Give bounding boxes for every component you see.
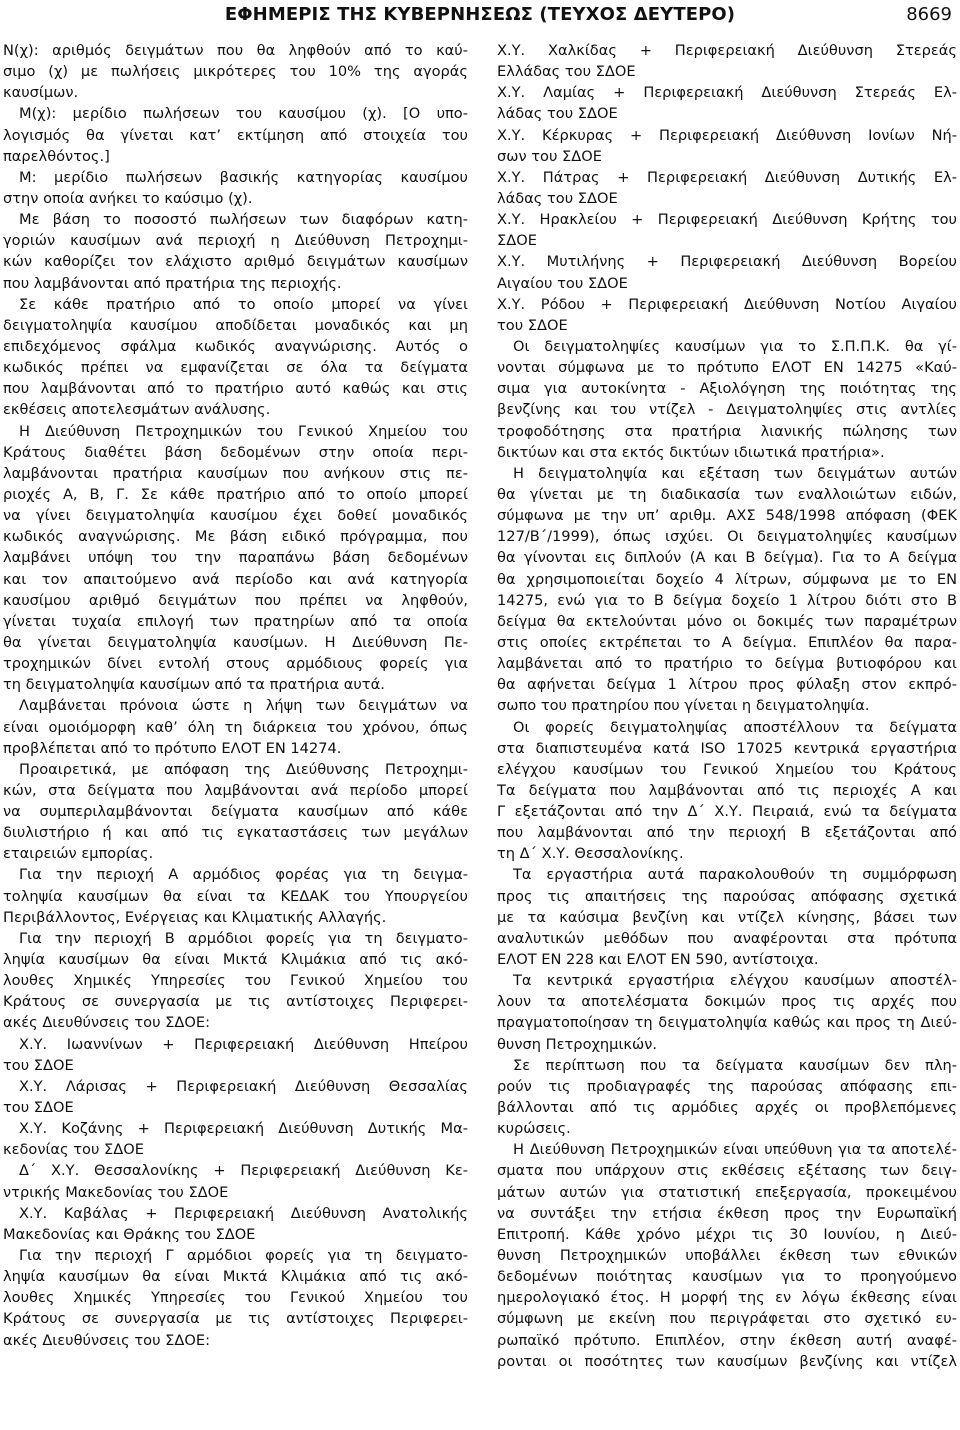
text-line: αναλυτικών μεθόδων που αναφέρονται στα πρότυπα [497, 929, 957, 947]
text-line: κωδικός αναγνώρισης. Με βάση ειδικό πρόγραμμα, που [3, 528, 468, 546]
text-line: 14275, ενώ για το Β δείγμα δοχείο 1 λίτρου διότι στο Β [497, 591, 957, 609]
text-line: λουθες Χημικές Υπηρεσίες του Γενικού Χημείου του [3, 1289, 468, 1307]
text-line: λαμβάνεται από το πρατήριο το δείγμα βυτιοφόρου και [497, 655, 957, 673]
text-line: Για την περιοχή Γ αρμόδιοι φορείς για τη δειγματο- [19, 1247, 468, 1265]
text-line: θα χρησιμοποιείται δοχείο 4 λίτρων, σύμφωνα με το ΕΝ [497, 570, 957, 588]
text-line: Κράτους διαθέτει βάση δεδομένων στην οποία περι- [3, 443, 468, 461]
text-line: κεδονίας του ΣΔΟΕ [3, 1141, 144, 1159]
text-line: διυλιστήριο ή και από τις εγκαταστάσεις των μεγάλων [3, 824, 468, 842]
text-line: Χ.Υ. Καβάλας + Περιφερειακή Διεύθυνση Ανατολικής [19, 1204, 468, 1222]
text-line: Σε περίπτωση που τα δείγματα καυσίμων δεν πλη- [513, 1056, 957, 1074]
text-line: του ΣΔΟΕ [3, 1099, 74, 1117]
text-line: Χ.Υ. Ρόδου + Περιφερειακή Διεύθυνση Νοτίου Αιγαίου [497, 295, 957, 313]
text-line: εκθέσεις αποτελεσμάτων ανάλυσης. [3, 401, 271, 419]
text-line: Χ.Υ. Χαλκίδας + Περιφερειακή Διεύθυνση Στερεάς [497, 42, 957, 59]
text-line: του ΣΔΟΕ [497, 316, 568, 334]
text-line: Χ.Υ. Μυτιλήνης + Περιφερειακή Διεύθυνση Βορείου [497, 253, 957, 271]
page-header [0, 0, 960, 34]
text-line: γοριών καυσίμων ανά περιοχή η Διεύθυνση Πετροχημι- [3, 232, 468, 250]
text-line: Προαιρετικά, με απόφαση της Διεύθυνσης Πετροχημι- [19, 760, 468, 778]
text-line: τροχημικών δίνει εντολή στους αρμόδιους φορείς για [3, 655, 468, 673]
text-line: θα γίνονται εις διπλούν (Α και Β δείγμα). Για το Α δείγμα [497, 549, 957, 567]
text-line: Μ(χ): μερίδιο πωλήσεων του καυσίμου (χ). [Ο υπο- [19, 105, 468, 123]
text-line: Λαμβάνεται πρόνοια ώστε η λήψη των δειγμάτων να [19, 697, 468, 715]
text-line: Τα εργαστήρια αυτά παρακολουθούν τη συμμόρφωση [513, 866, 957, 884]
text-line: λουν τα αποτελέσματα δοκιμών προς τις αρχές που [497, 993, 957, 1011]
text-line: ληψία καυσίμων θα είναι Μικτά Κλιμάκια από τις ακό- [3, 1268, 468, 1286]
text-line: πραγματοποίησαν τη δειγματοληψία καθώς και προς τη Διεύ- [497, 1014, 957, 1032]
text-line: Γ εξετάζονται από την Δ΄ Χ.Υ. Πειραιά, ενώ τα δείγματα [497, 803, 957, 821]
text-line: Αιγαίου του ΣΔΟΕ [497, 274, 628, 292]
text-line: Οι φορείς δειγματοληψίας αποστέλλουν τα δείγματα [513, 718, 957, 736]
text-line: βάλλονται από τις αρμόδιες αρχές οι προβλεπόμενες [497, 1099, 957, 1117]
text-line: Χ.Υ. Ιωαννίνων + Περιφερειακή Διεύθυνση Ηπείρου [19, 1035, 468, 1053]
page-number: 8669 [906, 4, 952, 25]
text-line: λουθες Χημικές Υπηρεσίες του Γενικού Χημείου του [3, 972, 468, 990]
text-line: που λαμβάνονται από το πρατήριο αυτό καθώς και στις [3, 380, 468, 398]
text-line: Χ.Υ. Λάρισας + Περιφερειακή Διεύθυνση Θεσσαλίας [19, 1077, 468, 1095]
text-line: δειγματοληψία καυσίμου αποδίδεται μοναδικός και μη [3, 316, 468, 334]
text-line: τη δειγματοληψία καυσίμων από τα πρατήρια αυτά. [3, 676, 385, 694]
text-line: ακές Διευθύνσεις του ΣΔΟΕ: [3, 1331, 210, 1349]
text-line: Η Διεύθυνση Πετροχημικών του Γενικού Χημείου του [19, 422, 468, 440]
text-line: Δ΄ Χ.Υ. Θεσσαλονίκης + Περιφερειακή Διεύθυνση Κε- [19, 1162, 468, 1180]
text-line: Οι δειγματοληψίες καυσίμων για το Σ.Π.Π.Κ. θα γί- [513, 337, 957, 355]
text-line: προς τις απαιτήσεις της παρούσας απόφασης σχετικά [497, 887, 957, 905]
text-line: Χ.Υ. Πάτρας + Περιφερειακή Διεύθυνση Δυτικής Ελ- [497, 168, 957, 186]
text-line: εταιρειών εμπορίας. [3, 845, 154, 863]
text-line: στην οποία ανήκει το καύσιμο (χ). [3, 189, 253, 207]
text-line: Σε κάθε πρατήριο από το οποίο μπορεί να γίνει [19, 295, 468, 313]
text-line: δικτύων και στα εκτός δικτύων ιδιωτικά πρατήρια». [497, 443, 885, 461]
text-line: Μακεδονίας και Θράκης του ΣΔΟΕ [3, 1225, 256, 1243]
text-line: του ΣΔΟΕ [3, 1056, 74, 1074]
text-line: Χ.Υ. Κέρκυρας + Περιφερειακή Διεύθυνση Ιονίων Νή- [497, 126, 957, 144]
text-line: γίνεται τυχαία επιλογή των πρατηρίων από τα οποία [3, 612, 468, 630]
text-line: ρονται οι ποσότητες των καυσίμων βενζίνης και ντίζελ [497, 1352, 957, 1370]
text-line: ρωπαϊκό πρότυπο. Επιπλέον, στην έκθεση αυτή αναφέ- [497, 1331, 957, 1349]
text-line: Τα δείγματα που λαμβάνονται από τις περιοχές Α και [497, 781, 957, 799]
text-line: ντρικής Μακεδονίας του ΣΔΟΕ [3, 1183, 229, 1201]
text-line: Η δειγματοληψία και εξέταση των δειγμάτων αυτών [513, 464, 957, 482]
text-line: σματα που υπάρχουν στις εκθέσεις εξέτασης των δειγ- [497, 1162, 957, 1180]
right-text-column [497, 40, 957, 1372]
text-line: θυνση Πετροχημικών υποβάλλει έκθεση των εθνικών [497, 1247, 957, 1265]
text-line: θα αφήνεται δείγμα 1 λίτρου προς φύλαξη στον εκπρό- [497, 676, 957, 694]
left-text-column [3, 40, 468, 1351]
text-line: σων του ΣΔΟΕ [497, 147, 602, 165]
text-line: Ελλάδας του ΣΔΟΕ [497, 63, 636, 81]
text-line: Μ: μερίδιο πωλήσεων βασικής κατηγορίας καυσίμου [19, 168, 468, 186]
text-line: ριοχές Α, Β, Γ. Σε κάθε πρατήριο από το οποίο μπορεί [3, 485, 468, 503]
text-line: λαμβάνει υπόψη του την παραπάνω βάση δεδομένων [3, 549, 468, 567]
text-line: κυρώσεις. [497, 1120, 571, 1138]
text-line: Χ.Υ. Ηρακλείου + Περιφερειακή Διεύθυνση Κρήτης του [497, 211, 957, 229]
text-line: είναι ομοιόμορφη καθ’ όλη τη διάρκεια του χρόνου, όπως [3, 718, 468, 736]
text-line: τη Δ΄ Χ.Υ. Θεσσαλονίκης. [497, 845, 684, 863]
text-line: κωδικός πρέπει να εμφανίζεται σε όλα τα δείγματα [3, 359, 468, 377]
text-line: λογισμός θα γίνεται κατ’ εκτίμηση από στοιχεία του [3, 126, 468, 144]
text-line: επιδεχόμενος σφάλμα κωδικός αναγνώρισης. Αυτός ο [3, 337, 468, 355]
text-line: Κράτους σε συνεργασία με τις αντίστοιχες Περιφερει- [3, 1310, 468, 1328]
text-line: σωπο του πρατηρίου που γίνεται η δειγματοληψία. [497, 697, 870, 715]
text-line: με τα καύσιμα βενζίνη και ντίζελ κίνησης, βάσει των [497, 908, 957, 926]
text-line: Για την περιοχή Α αρμόδιος φορέας για τη δειγμα- [19, 866, 468, 884]
text-line: δεδομένων ποιότητας καυσίμων για το προηγούμενο [497, 1268, 957, 1286]
text-line: Χ.Υ. Κοζάνης + Περιφερειακή Διεύθυνση Δυτικής Μα- [19, 1120, 468, 1138]
text-line: κών, στα δείγματα που λαμβάνονται ανά περίοδο μπορεί [3, 781, 468, 799]
text-line: ΣΔΟΕ [497, 232, 537, 250]
text-line: να συντάξει την ετήσια έκθεση προς την Ευρωπαϊκή [497, 1204, 957, 1222]
text-line: Τα κεντρικά εργαστήρια ελέγχου καυσίμων αποστέλ- [513, 972, 957, 990]
text-line: κών καθορίζει τον ελάχιστο αριθμό δειγμάτων καυσίμων [3, 253, 468, 271]
text-line: Με βάση το ποσοστό πωλήσεων των διαφόρων κατη- [19, 211, 468, 229]
text-line: να συμπεριλαμβάνονται δείγματα καυσίμων από κάθε [3, 803, 468, 821]
text-line: Ν(χ): αριθμός δειγμάτων που θα ληφθούν από το καύ- [3, 42, 468, 59]
text-line: λάδας του ΣΔΟΕ [497, 189, 618, 207]
text-line: καυσίμου αριθμό δειγμάτων που πρέπει να ληφθούν, [3, 591, 468, 609]
text-line: να γίνει δειγματοληψία καυσίμου έχει δοθεί μοναδικός [3, 507, 468, 525]
text-line: ρούν τις προδιαγραφές της παρούσας απόφασης επι- [497, 1077, 957, 1095]
text-line: παρελθόντος.] [3, 147, 110, 165]
text-line: Κράτους σε συνεργασία με τις αντίστοιχες Περιφερει- [3, 993, 468, 1011]
text-line: λαμβάνονται πρατήρια καυσίμων που ανήκουν στις πε- [3, 464, 468, 482]
text-line: Για την περιοχή Β αρμόδιοι φορείς για τη δειγματο- [19, 929, 468, 947]
text-line: ημερολογιακό έτος. Η μορφή της εν λόγω έκθεσης είναι [497, 1289, 957, 1307]
gazette-title: ΕΦΗΜΕΡΙΣ ΤΗΣ ΚΥΒΕΡΝΗΣΕΩΣ (ΤΕΥΧΟΣ ΔΕΥΤΕΡΟ) [224, 4, 736, 25]
text-line: θα γίνεται με τη διαδικασία των εναλλοιώτων ειδών, [497, 485, 957, 503]
text-line: στις οποίες εκτρέπεται το Α δείγμα. Επιπλέον θα παρα- [497, 633, 957, 651]
text-line: καυσίμων. [3, 84, 79, 102]
text-line: δείγμα θα εκτελούνται μόνο οι δοκιμές των παραμέτρων [497, 612, 957, 630]
text-line: σύμφωνη με εκείνη που περιγράφεται στο σχετικό ευ- [497, 1310, 957, 1328]
text-line: σιμα για αυτοκίνητα - Αξιολόγηση της ποιότητας της [497, 380, 957, 398]
text-line: λάδας του ΣΔΟΕ [497, 105, 618, 123]
text-line: νονται σύμφωνα με το πρότυπο ΕΛΟΤ ΕΝ 14275 «Καύ- [497, 359, 957, 377]
text-line: προβλέπεται από το πρότυπο ΕΛΟΤ ΕΝ 14274. [3, 739, 342, 757]
text-line: σιμο (χ) με πωλήσεις μικρότερες του 10% της αγοράς [3, 63, 468, 81]
text-line: Η Διεύθυνση Πετροχημικών είναι υπεύθυνη για τα αποτελέ- [513, 1141, 957, 1159]
text-line: ακές Διευθύνσεις του ΣΔΟΕ: [3, 1014, 210, 1032]
text-line: 127/Β΄/1999), όπως ισχύει. Οι δειγματοληψίες καυσίμων [497, 528, 957, 546]
text-line: μάτων αυτών για στατιστική επεξεργασία, προκειμένου [497, 1183, 957, 1201]
text-line: στα διαπιστευμένα κατά ISO 17025 κεντρικά εργαστήρια [497, 739, 957, 757]
text-line: ΕΛΟΤ ΕΝ 228 και ΕΛΟΤ ΕΝ 590, αντίστοιχα. [497, 951, 819, 969]
text-line: Επιτροπή. Κάθε χρόνο μέχρι τις 30 Ιουνίου, η Διεύ- [497, 1225, 957, 1243]
text-line: τοληψία καυσίμων θα είναι τα ΚΕΔΑΚ του Υπουργείου [3, 887, 468, 905]
text-line: Περιβάλλοντος, Ενέργειας και Κλιματικής Αλλαγής. [3, 908, 387, 926]
text-line: ελέγχου καυσίμων του Γενικού Χημείου του Κράτους [497, 760, 957, 778]
text-line: θυνση Πετροχημικών. [497, 1035, 658, 1053]
text-line: Χ.Υ. Λαμίας + Περιφερειακή Διεύθυνση Στερεάς Ελ- [497, 84, 957, 102]
text-line: που λαμβάνονται από την περιοχή Β εξετάζονται από [497, 824, 957, 842]
text-line: βενζίνης και του ντίζελ - Δειγματοληψίες στις αντλίες [497, 401, 957, 419]
text-line: θα γίνεται δειγματοληψία καυσίμων. Η Διεύθυνση Πε- [3, 633, 468, 651]
text-line: και τον απαιτούμενο ανά περίοδο και ανά κατηγορία [3, 570, 468, 588]
text-line: που λαμβάνονται από πρατήρια της περιοχής. [3, 274, 342, 292]
text-line: τροφοδότησης στα πρατήρια λιανικής πώλησης των [497, 422, 957, 440]
text-line: ληψία καυσίμων θα είναι Μικτά Κλιμάκια από τις ακό- [3, 951, 468, 969]
text-line: σύμφωνα με την υπ’ αριθμ. ΑΧΣ 548/1998 απόφαση (ΦΕΚ [497, 507, 957, 525]
